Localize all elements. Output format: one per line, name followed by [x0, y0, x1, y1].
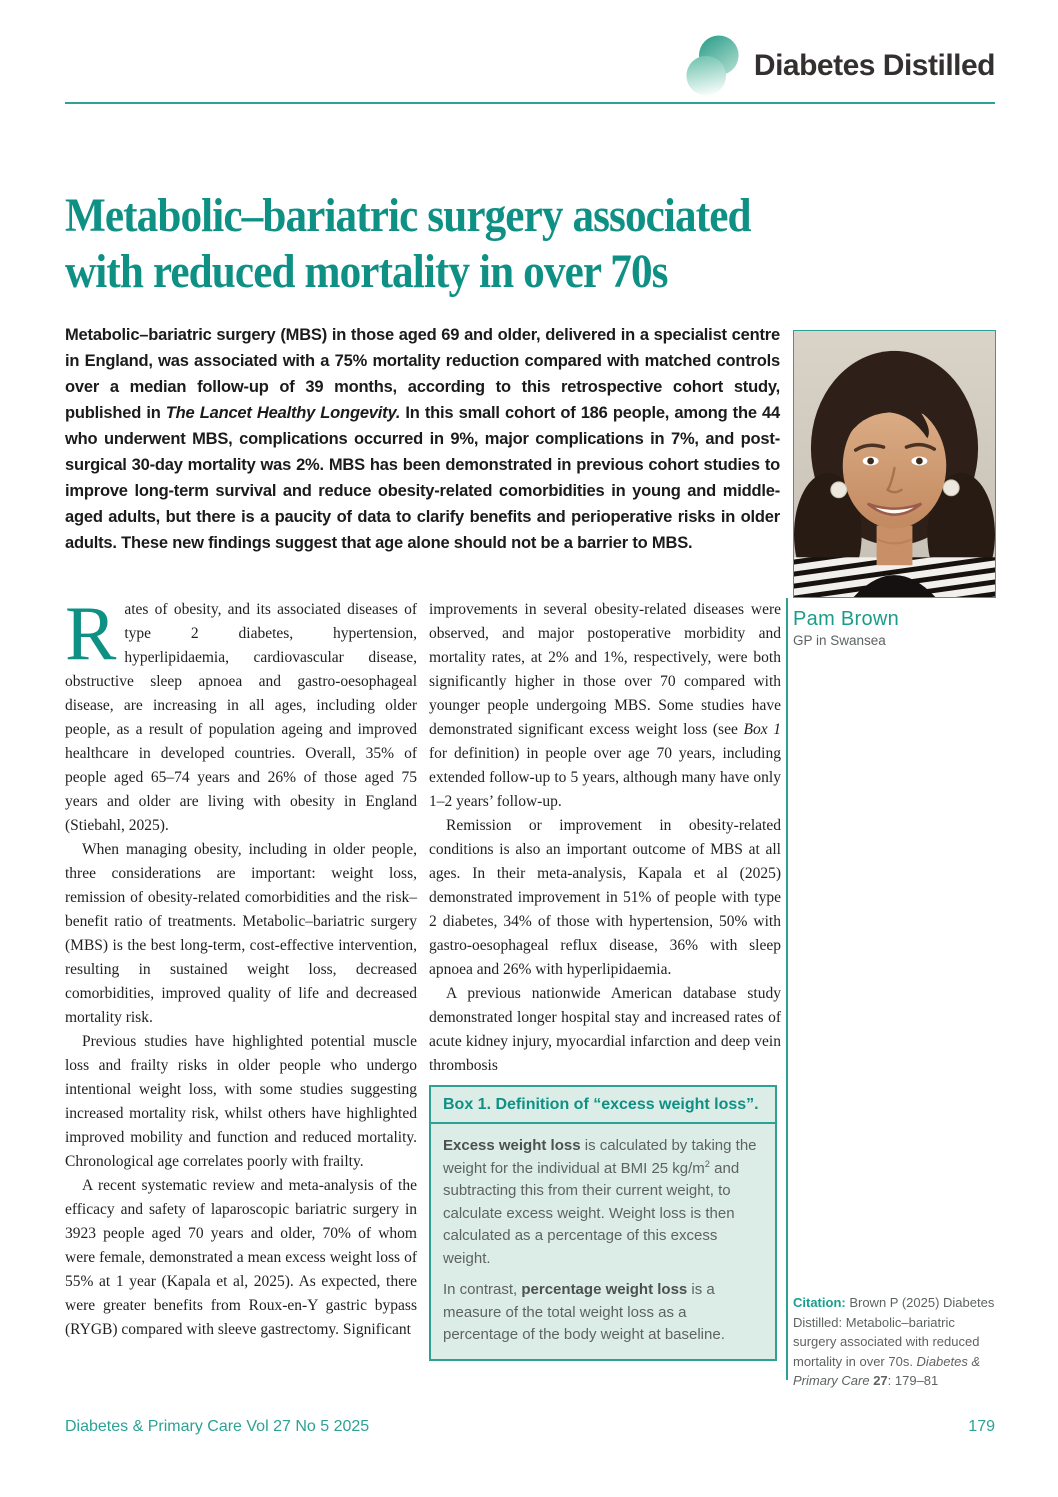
page-number: 179: [968, 1418, 995, 1435]
paragraph: Previous studies have highlighted potential muscle loss and frailty risks in older people who undergo intentional weight loss, with some studies suggesting increased mortality risk, whilst others have highlighted improved mobility and function and reduced mortality. Chronological age correlates poorly with frailty.: [65, 1033, 417, 1170]
definition-box-title: Box 1. Definition of “excess weight loss”.: [431, 1087, 775, 1124]
paragraph: Remission or improvement in obesity-related conditions is also an important outcome of MBS at all ages. In their meta-analysis, Kapala et al (2025) demonstrated improvement in 51% of people with type 2 diabetes, 34% of those with hypertension, 50% with gastro-oesophageal reflux disease, 36% with sleep apnoea and 26% with hyperlipidaemia.: [429, 817, 781, 978]
body-column-left: [65, 590, 417, 1361]
paragraph: When managing obesity, including in older people, three considerations are important: weight loss, remission of obesity-related comorbidities and the risk–benefit ratio of treatments. Metabolic–bariatric surgery (MBS) is the best long-term, cost-effective intervention, resulting in sustained weight loss, decreased comorbidities, improved quality of life and decreased mortality risk.: [65, 841, 417, 1026]
author-role: GP in Swansea: [793, 633, 886, 648]
article-title: [65, 188, 893, 300]
diabetes-distilled-logo-icon: [684, 34, 742, 98]
author-name: Pam Brown: [793, 608, 900, 630]
standfirst: Metabolic–bariatric surgery (MBS) in those aged 69 and older, delivered in a specialist centre in England, was associated with a 75% mortality reduction compared with matched controls over a median follow-up of 39 months, according to this retrospective cohort study, published in The Lancet Healthy Longevity. In this small cohort of 186 people, among the 44 who underwent MBS, complications occurred in 9%, major complications in 7%, and post-surgical 30-day mortality was 2%. MBS has been demonstrated in previous cohort studies to improve long-term survival and reduce obesity-related comorbidities in young and middle-aged adults, but there is a paucity of data to clarify benefits and perioperative risks in older adults. These new findings suggest that age alone should not be a barrier to MBS.: [65, 326, 780, 552]
definition-box: [429, 1085, 777, 1361]
citation: Citation: Brown P (2025) Diabetes Distilled: Metabolic–bariatric surgery associated with reduced mortality in over 70s. Diabetes & Primary Care 27: 179–81: [793, 1295, 995, 1388]
column-divider: [786, 598, 788, 1380]
article-title-line1: Metabolic–bariatric surgery associated: [65, 189, 751, 242]
drop-cap: R: [65, 590, 117, 676]
definition-box-paragraph: Excess weight loss is calculated by taking the weight for the individual at BMI 25 $kg/m^2$ and subtracting this from their current weight, to calculate excess weight. Weight loss is then calculated as a percentage of this excess weight.: [443, 1137, 757, 1267]
footer-journal-info: Diabetes & Primary Care Vol 27 No 5 2025: [65, 1418, 370, 1435]
definition-box-paragraph: In contrast, percentage weight loss is a measure of the total weight loss as a percentage of the body weight at baseline.: [443, 1281, 725, 1343]
paragraph: Rates of obesity, and its associated diseases of type 2 diabetes, hypertension, hyperlipidaemia, cardiovascular disease, obstructive sleep apnoea and gastro-oesophageal disease, are increasing in all ages, including older people, as a result of population ageing and improved healthcare in developed countries. Overall, 35% of people aged 65–74 years and 26% of those aged 75 years and older are living with obesity in England (Stiebahl, 2025).: [65, 590, 417, 834]
masthead: [65, 34, 995, 98]
header-rule: [65, 102, 995, 104]
page-footer: [65, 1418, 995, 1436]
paragraph: A recent systematic review and meta-analysis of the efficacy and safety of laparoscopic bariatric surgery in 3923 people aged 70 years and older, 70% of whom were female, demonstrated a mean excess weight loss of 55% at 1 year (Kapala et al, 2025). As expected, there were greater benefits from Roux-en-Y gastric bypass (RYGB) compared with sleeve gastrectomy. Significant: [65, 1177, 417, 1338]
definition-box-body: [431, 1124, 775, 1359]
paragraph: A previous nationwide American database study demonstrated longer hospital stay and increased rates of acute kidney injury, myocardial infarction and deep vein thrombosis: [429, 985, 781, 1074]
author-photo: [793, 330, 996, 598]
article-body: [65, 590, 781, 1361]
brand-name: Diabetes Distilled: [753, 49, 995, 82]
paragraph: improvements in several obesity-related diseases were observed, and major postoperative morbidity and mortality rates, at 2% and 1%, respectively, were both significantly higher in those over 70 compared with younger people undergoing MBS. Some studies have demonstrated significant excess weight loss (see Box 1 for definition) in people over age 70 years, including extended follow-up to 5 years, although many have only 1–2 years’ follow-up.: [429, 601, 781, 810]
article-title-line2: with reduced mortality in over 70s: [65, 245, 668, 298]
author-panel: [793, 330, 996, 648]
body-column-right: [429, 598, 781, 1361]
